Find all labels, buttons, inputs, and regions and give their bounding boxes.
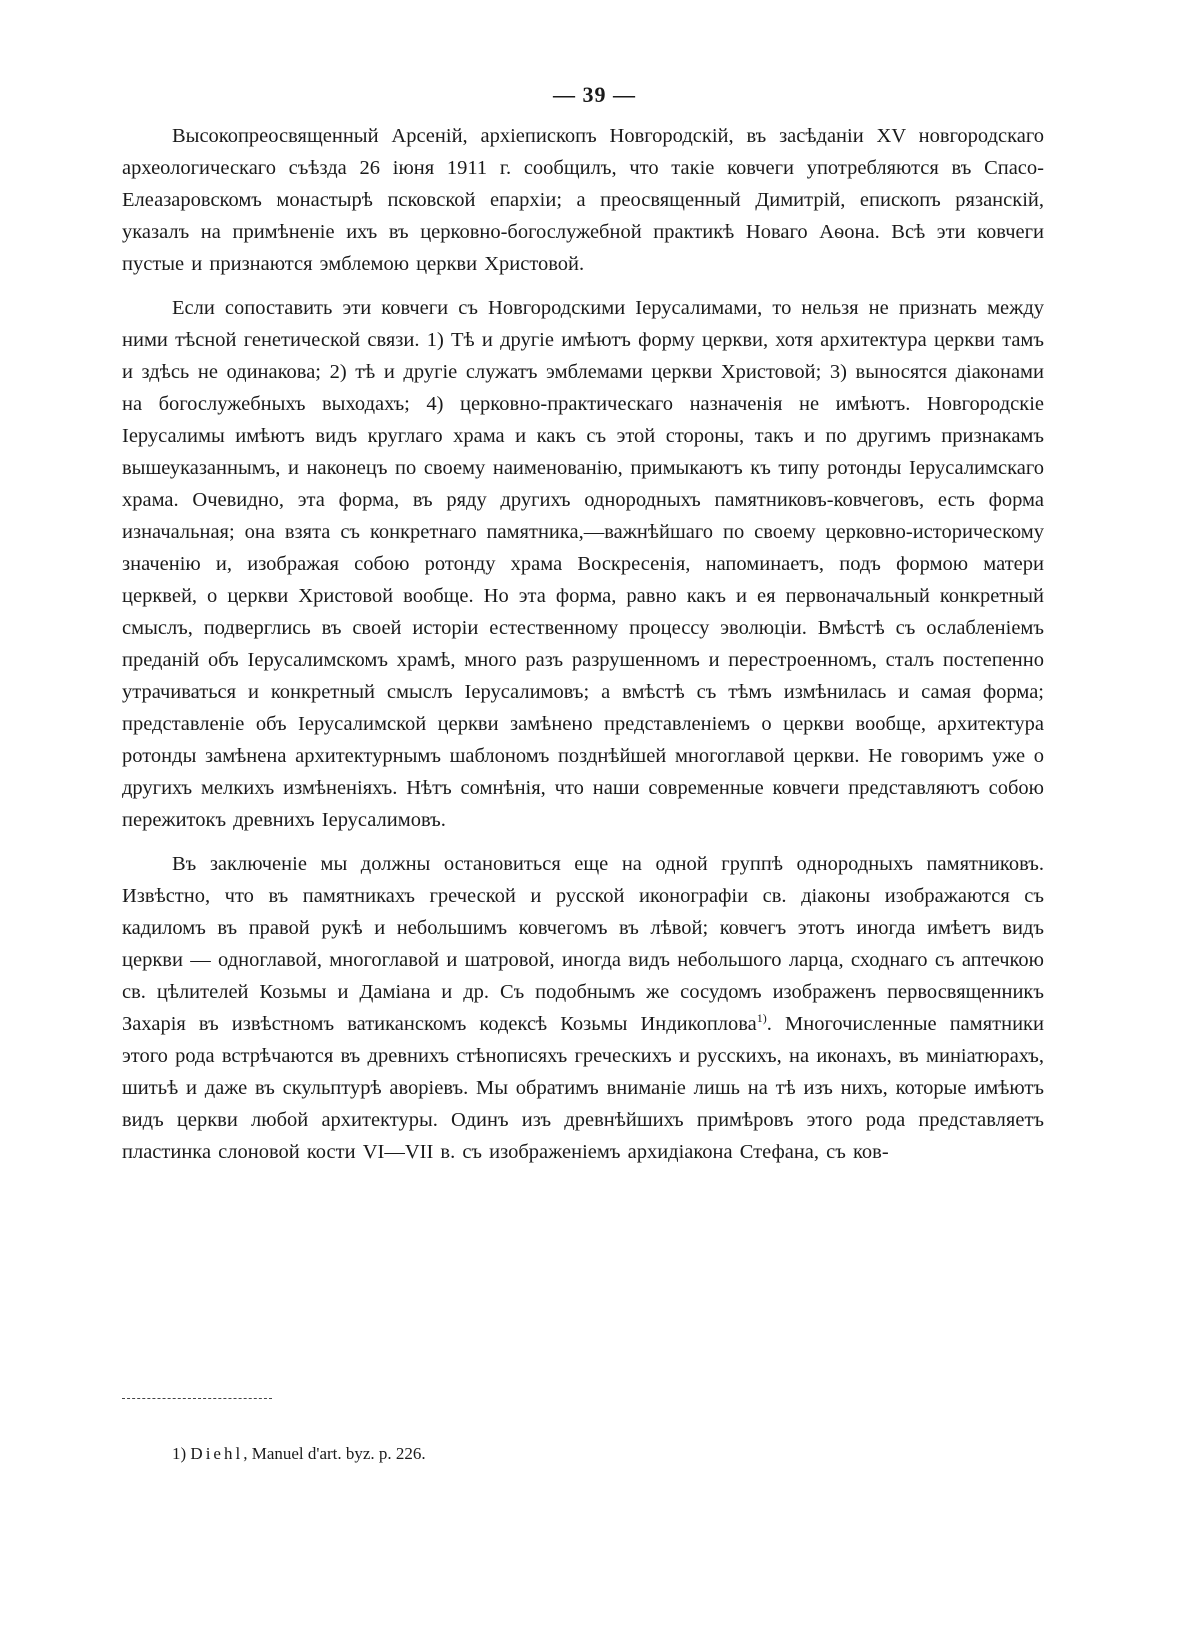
footnote-author: Diehl: [190, 1444, 244, 1463]
footnote-reference: 1): [756, 1011, 767, 1026]
paragraph-1: Высокопреосвященный Арсеній, архіепископъ Новгородскій, въ засѣданіи XV новгородскаго археологическаго съѣзда 26 іюня 1911 г. сообщилъ, что такіе ковчеги употребляются въ Спасо-Елеазаровскомъ монастырѣ псковской епархіи; а преосвященный Димитрій, епископъ рязанскій, указалъ на примѣненіе ихъ въ церковно-богослужебной практикѣ Новаго Аѳона. Всѣ эти ковчеги пустые и признаются эмблемою церкви Христовой.: [122, 125, 1044, 275]
footnote: [172, 1442, 1032, 1466]
body-text: [122, 120, 1044, 1180]
paragraph-3: [122, 848, 1044, 1168]
page-number: — 39 —: [553, 82, 636, 107]
footnote-text: , Manuel d'art. byz. p. 226.: [243, 1444, 426, 1463]
footnote-marker: 1): [172, 1444, 187, 1463]
footnote-divider: [122, 1398, 272, 1399]
paragraph-3-end: . Многочисленные памятники этого рода встрѣчаются въ древнихъ стѣнописяхъ греческихъ и русскихъ, на иконахъ, въ миніатюрахъ, шитьѣ и даже въ скульптурѣ аворіевъ. Мы обратимъ вниманіе лишь на тѣ изъ нихъ, которые имѣютъ видъ церкви любой архитектуры. Одинъ изъ древнѣйшихъ примѣровъ этого рода представляетъ пластинка слоновой кости VI—VII в. съ изображеніемъ архидіакона Стефана, съ ков-: [122, 1013, 1044, 1163]
paragraph-3-start: Въ заключеніе мы должны остановиться еще на одной группѣ однородныхъ памятниковъ. Извѣстно, что въ памятникахъ греческой и русской иконографіи св. діаконы изображаются съ кадиломъ въ правой рукѣ и небольшимъ ковчегомъ въ лѣвой; ковчегъ этотъ иногда имѣетъ видъ церкви — одноглавой, многоглавой и шатровой, иногда видъ небольшого ларца, сходнаго съ аптечкою св. цѣлителей Козьмы и Даміана и др. Съ подобнымъ же сосудомъ изображенъ первосвященникъ Захарія въ извѣстномъ ватиканскомъ кодексѣ Козьмы Индикоплова: [122, 853, 1044, 1035]
paragraph-2: Если сопоставить эти ковчеги съ Новгородскими Іерусалимами, то нельзя не признать между ними тѣсной генетической связи. 1) Тѣ и другіе имѣютъ форму церкви, хотя архитектура церкви тамъ и здѣсь не одинакова; 2) тѣ и другіе служатъ эмблемами церкви Христовой; 3) выносятся діаконами на богослужебныхъ выходахъ; 4) церковно-практическаго назначенія не имѣютъ. Новгородскіе Іерусалимы имѣютъ видъ круглаго храма и какъ съ этой стороны, такъ и по другимъ признакамъ вышеуказаннымъ, и наконецъ по своему наименованію, примыкаютъ къ типу ротонды Іерусалимскаго храма. Очевидно, эта форма, въ ряду другихъ однородныхъ памятниковъ-ковчеговъ, есть форма изначальная; она взята съ конкретнаго памятника,—важнѣйшаго по своему церковно-историческому значенію и, изображая собою ротонду храма Воскресенія, напоминаетъ, подъ формою матери церквей, о церкви Христовой вообще. Но эта форма, равно какъ и ея первоначальный конкретный смыслъ, подверглись въ своей исторіи естественному процессу эволюціи. Вмѣстѣ съ ослабленіемъ преданій объ Іерусалимскомъ храмѣ, много разъ разрушенномъ и перестроенномъ, сталъ постепенно утрачиваться и конкретный смыслъ Іерусалимовъ; а вмѣстѣ съ тѣмъ измѣнилась и самая форма; представленіе объ Іерусалимской церкви замѣнено представленіемъ о церкви вообще, архитектура ротонды замѣнена архитектурнымъ шаблономъ позднѣйшей многоглавой церкви. Не говоримъ уже о другихъ мелкихъ измѣненіяхъ. Нѣтъ сомнѣнія, что наши современные ковчеги представляютъ собою пережитокъ древнихъ Іерусалимовъ.: [122, 297, 1044, 831]
